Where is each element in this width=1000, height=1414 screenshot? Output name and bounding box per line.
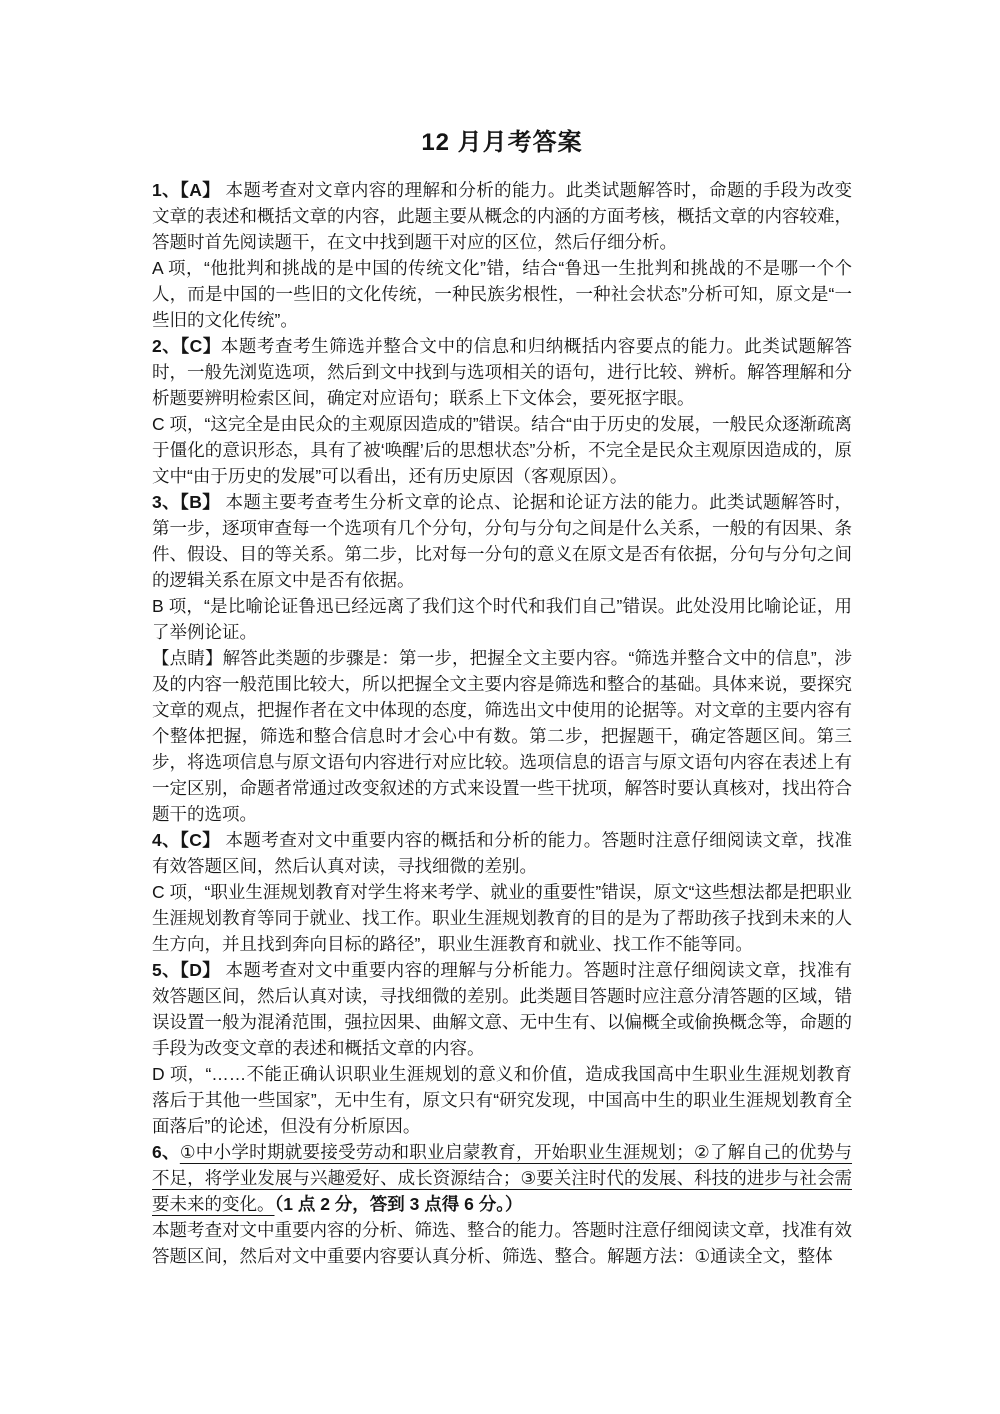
answer-2-number: 2、【C】 bbox=[152, 336, 221, 356]
answer-2-option-c-text: C 项，“这完全是由民众的主观原因造成的”错误。结合“由于历史的发展，一般民众逐渐疏离于僵化的意识形态，具有了被‘唤醒’后的思想状态”分析，不完全是民众主观原因造成的，原文中“由于历史的发展”可以看出，还有历史原因（客观原因）。 bbox=[152, 414, 852, 486]
answer-2-option-c bbox=[152, 411, 852, 489]
answer-5-option-d-text: D 项，“……不能正确认识职业生涯规划的意义和价值，造成我国高中生职业生涯规划教育落后于其他一些国家”，无中生有，原文只有“研究发现，中国高中生的职业生涯规划教育全面落后”的论述，但没有分析原因。 bbox=[152, 1064, 852, 1136]
answer-5-number: 5、【D】 bbox=[152, 960, 221, 980]
answer-2-text: 本题考查考生筛选并整合文中的信息和归纳概括内容要点的能力。此类试题解答时，一般先浏览选项，然后到文中找到与选项相关的语句，进行比较、辨析。解答理解和分析题要辨明检索区间，确定对应语句；联系上下文体会，要死抠字眼。 bbox=[152, 336, 853, 408]
key-point-note bbox=[152, 645, 852, 827]
answer-4-option-c-text: C 项，“职业生涯规划教育对学生将来考学、就业的重要性”错误，原文“这些想法都是把职业生涯规划教育等同于就业、找工作。职业生涯规划教育的目的是为了帮助孩子找到未来的人生方向，并且找到奔向目标的路径”，职业生涯教育和就业、找工作不能等同。 bbox=[152, 882, 852, 954]
answer-1-option-a bbox=[152, 255, 852, 333]
answer-3-option-b bbox=[152, 593, 852, 645]
answer-5-option-d bbox=[152, 1061, 852, 1139]
answer-6-explanation-text: 本题考查对文中重要内容的分析、筛选、整合的能力。答题时注意仔细阅读文章，找准有效答题区间，然后对文中重要内容要认真分析、筛选、整合。解题方法：①通读全文，整体 bbox=[152, 1220, 852, 1266]
answer-5 bbox=[152, 957, 852, 1061]
answer-4-text: 本题考查对文中重要内容的概括和分析的能力。答题时注意仔细阅读文章，找准有效答题区间，然后认真对读，寻找细微的差别。 bbox=[152, 830, 852, 876]
answer-5-text: 本题考查对文中重要内容的理解与分析能力。答题时注意仔细阅读文章，找准有效答题区间，然后认真对读，寻找细微的差别。此类题目答题时应注意分清答题的区域，错误设置一般为混淆范围，强拉因果、曲解文意、无中生有、以偏概全或偷换概念等，命题的手段为改变文章的表述和概括文章的内容。 bbox=[152, 960, 852, 1058]
document-title: 12 月月考答案 bbox=[421, 129, 583, 156]
answer-4-number: 4、【C】 bbox=[152, 830, 221, 850]
answer-6-explanation bbox=[152, 1217, 852, 1269]
answer-6-score-note: （1 点 2 分，答到 3 点得 6 分。） bbox=[274, 1194, 523, 1214]
answer-3-text: 本题主要考查考生分析文章的论点、论据和论证方法的能力。此类试题解答时，第一步，逐项审查每一个选项有几个分句，分句与分句之间是什么关系，一般的有因果、条件、假设、目的等关系。第二步，比对每一分句的意义在原文是否有依据，分句与分句之间的逻辑关系在原文中是否有依据。 bbox=[152, 492, 852, 590]
answer-1-number: 1、【A】 bbox=[152, 180, 221, 200]
answer-1-option-a-text: A 项，“他批判和挑战的是中国的传统文化”错，结合“鲁迅一生批判和挑战的不是哪一个个人，而是中国的一些旧的文化传统，一种民族劣根性，一种社会状态”分析可知，原文是“一些旧的文化传统”。 bbox=[152, 258, 852, 330]
answer-6-number: 6、 bbox=[152, 1142, 180, 1162]
answer-3-number: 3、【B】 bbox=[152, 492, 221, 512]
answer-2 bbox=[152, 333, 852, 411]
answer-3-option-b-text: B 项，“是比喻论证鲁迅已经远离了我们这个时代和我们自己”错误。此处没用比喻论证，用了举例论证。 bbox=[152, 596, 852, 642]
answer-6 bbox=[152, 1139, 852, 1217]
answer-4 bbox=[152, 827, 852, 879]
answer-1 bbox=[152, 177, 852, 255]
answer-1-text: 本题考查对文章内容的理解和分析的能力。此类试题解答时，命题的手段为改变文章的表述和概括文章的内容，此题主要从概念的内涵的方面考核，概括文章的内容较难，答题时首先阅读题干，在文中找到题干对应的区位，然后仔细分析。 bbox=[152, 180, 852, 252]
answer-3 bbox=[152, 489, 852, 593]
answer-6-underlined-text: ①中小学时期就要接受劳动和职业启蒙教育，开始职业生涯规划；②了解自己的优势与不足，将学业发展与兴趣爱好、成长资源结合；③要关注时代的发展、科技的进步与社会需要未来的变化。 bbox=[152, 1142, 853, 1214]
answer-4-option-c bbox=[152, 879, 852, 957]
key-point-note-text: 【点睛】解答此类题的步骤是：第一步，把握全文主要内容。“筛选并整合文中的信息”，涉及的内容一般范围比较大，所以把握全文主要内容是筛选和整合的基础。具体来说，要探究文章的观点，把握作者在文中体现的态度，筛选出文中使用的论据等。对文章的主要内容有个整体把握，筛选和整合信息时才会心中有数。第二步，把握题干，确定答题区间。第三步，将选项信息与原文语句内容进行对应比较。选项信息的语言与原文语句内容在表述上有一定区别，命题者常通过改变叙述的方式来设置一些干扰项，解答时要认真核对，找出符合题干的选项。 bbox=[152, 648, 852, 824]
